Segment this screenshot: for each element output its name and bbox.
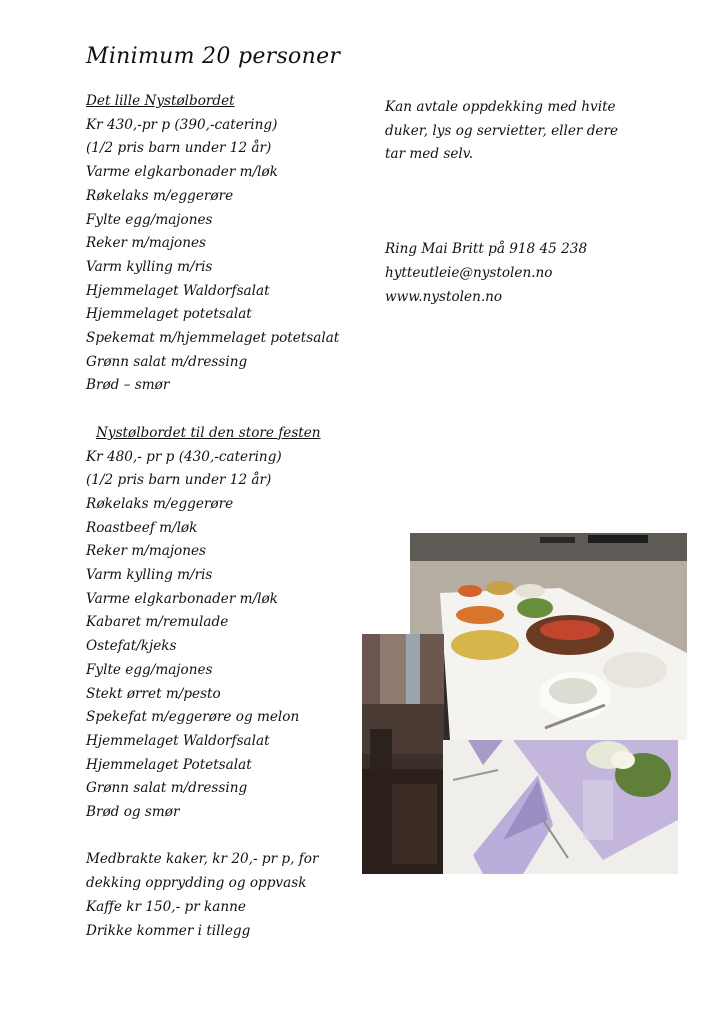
interior-photo	[362, 634, 444, 874]
menu-line: Grønn salat m/dressing	[86, 353, 248, 370]
menu-line: Spekemat m/hjemmelaget potetsalat	[86, 330, 340, 347]
menu-line: Fylte egg/majones	[86, 211, 213, 228]
menu-line: Grønn salat m/dressing	[86, 780, 248, 797]
menu-line: Hjemmelaget Waldorfsalat	[86, 282, 270, 299]
menu-line: (1/2 pris barn under 12 år)	[86, 140, 272, 157]
menu-line: Røkelaks m/eggerøre	[86, 495, 234, 512]
menu-line: (1/2 pris barn under 12 år)	[86, 472, 272, 489]
menu-line: Ostefat/kjeks	[86, 638, 177, 655]
menu-line: Reker m/majones	[86, 543, 207, 560]
menu-line: Roastbeef m/løk	[86, 519, 198, 536]
extras-line: dekking opprydding og oppvask	[86, 875, 307, 892]
menu-line: Hjemmelaget potetsalat	[86, 306, 252, 323]
extras-line: Kaffe kr 150,- pr kanne	[86, 898, 246, 915]
menu-small-heading: Det lille Nystølbordet	[86, 93, 235, 109]
contact-email: hytteutleie@nystolen.no	[385, 264, 553, 281]
contact-phone: Ring Mai Britt på 918 45 238	[385, 241, 588, 258]
menu-line: Varm kylling m/ris	[86, 258, 213, 275]
menu-line: Hjemmelaget Waldorfsalat	[86, 732, 270, 749]
menu-line: Varm kylling m/ris	[86, 567, 213, 584]
table-setting-line: tar med selv.	[385, 146, 474, 163]
contact-website: www.nystolen.no	[385, 288, 503, 305]
menu-large-heading: Nystølbordet til den store festen	[96, 424, 321, 441]
menu-line: Spekefat m/eggerøre og melon	[86, 709, 300, 726]
menu-line: Brød og smør	[86, 804, 180, 821]
menu-line: Kr 480,- pr p (430,-catering)	[86, 448, 282, 465]
menu-line: Reker m/majones	[86, 235, 207, 252]
table-setting-line: Kan avtale oppdekking med hvite	[385, 99, 616, 115]
menu-line: Varme elgkarbonader m/løk	[86, 590, 278, 607]
menu-line: Hjemmelaget Potetsalat	[86, 756, 252, 773]
page-title: Minimum 20 personer	[86, 44, 341, 69]
buffet-photo	[410, 533, 687, 740]
table-setting-line: duker, lys og servietter, eller dere	[385, 122, 619, 139]
menu-line: Varme elgkarbonader m/løk	[86, 164, 278, 181]
menu-line: Brød – smør	[86, 377, 170, 394]
menu-line: Stekt ørret m/pesto	[86, 685, 221, 702]
extras-line: Medbrakte kaker, kr 20,- pr p, for	[86, 851, 319, 868]
menu-line: Fylte egg/majones	[86, 661, 213, 678]
menu-line: Kabaret m/remulade	[86, 614, 229, 631]
extras-line: Drikke kommer i tillegg	[86, 922, 251, 939]
menu-column	[86, 90, 356, 943]
info-column	[385, 96, 655, 309]
menu-line: Kr 430,-pr p (390,-catering)	[86, 116, 278, 133]
menu-line: Røkelaks m/eggerøre	[86, 187, 234, 204]
table-setting-photo	[443, 740, 678, 874]
